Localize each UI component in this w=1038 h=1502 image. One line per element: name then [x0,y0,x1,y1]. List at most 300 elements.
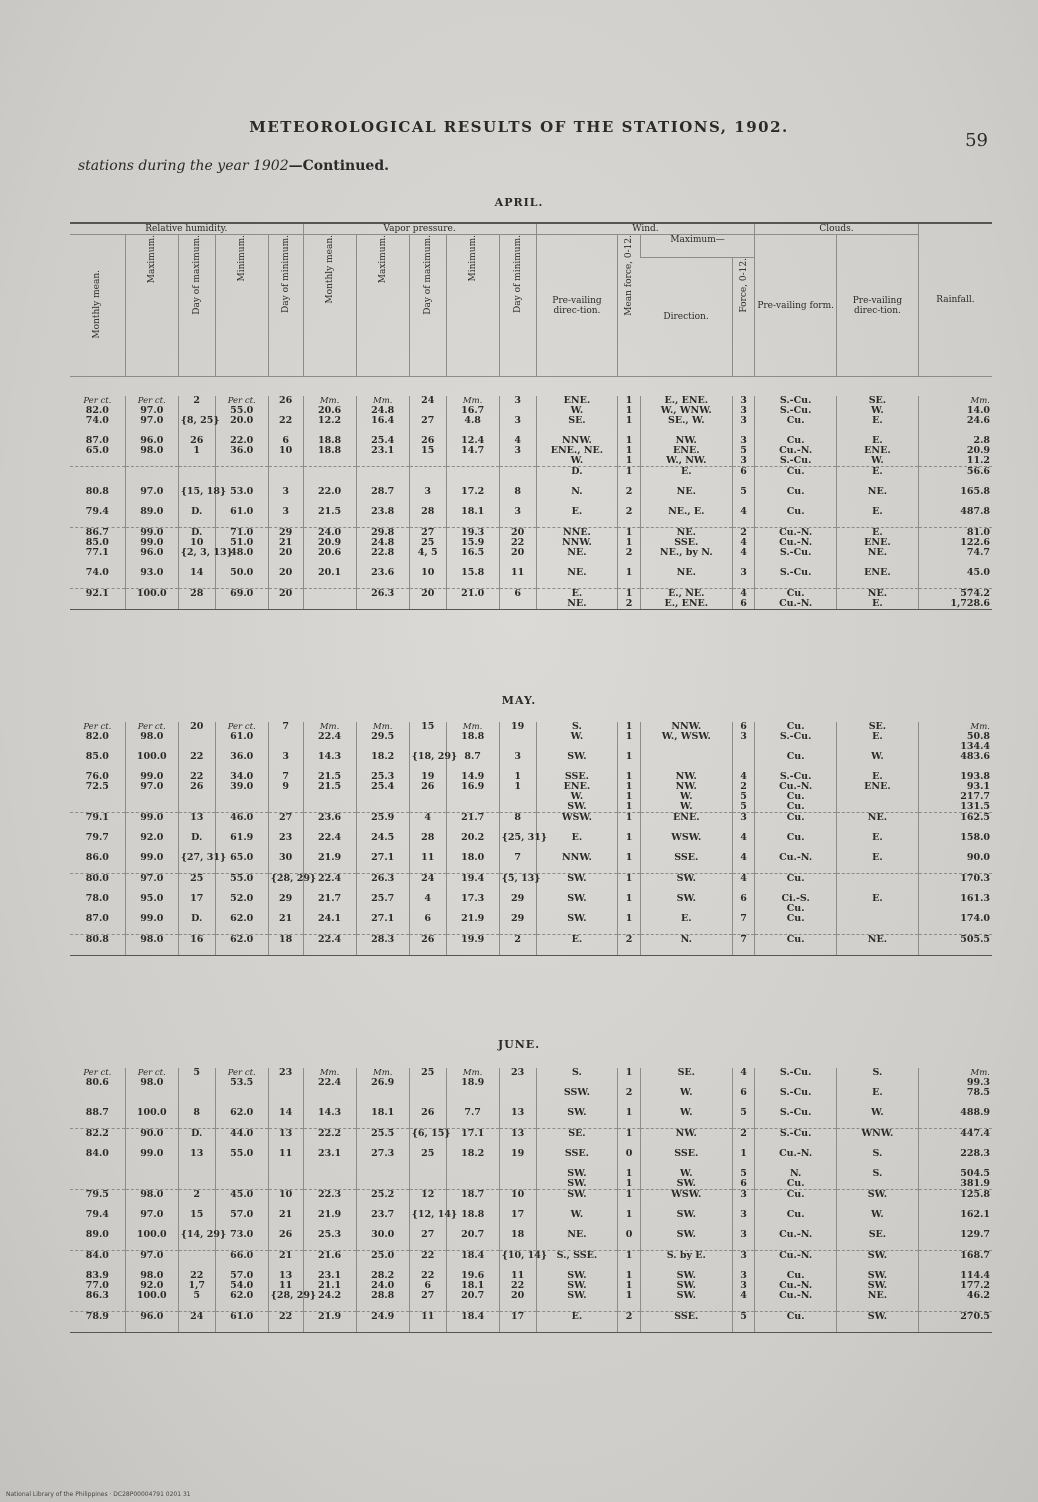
table-cell [125,1068,178,1088]
cell-line: 20.2 [461,832,485,843]
table-cell [268,1169,303,1190]
cell-line: 8 [514,812,521,823]
table-cell [268,589,303,610]
table-cell [918,1190,992,1211]
table-cell [918,467,992,488]
table-cell [268,1210,303,1230]
cell-line: SW. [567,1290,587,1301]
table-cell [356,1149,409,1169]
cell-line: 3 [282,751,289,762]
cell-line: 78.5 [966,1087,990,1098]
table-cell [536,548,618,568]
cell-line: Cu.-N. [779,1229,813,1240]
table-cell [499,1068,536,1088]
cell-line: 17.2 [461,486,485,497]
cell-line: 6 [740,466,747,477]
cell-line: 84.0 [85,1148,109,1159]
table-cell [268,1251,303,1272]
table-cell [499,1129,536,1150]
header-clouds-prevailing-form: Pre-vailing form. [755,235,837,377]
cell-line: 2 [740,781,747,792]
table-row [70,752,992,772]
unit-label: Mm. [462,1068,483,1078]
table-cell [70,1129,125,1150]
table-cell [618,874,640,895]
table-cell [356,894,409,914]
cell-line: 21.9 [318,1311,342,1322]
cell-line: S.-Cu. [779,731,812,742]
cell-line: D. [571,466,583,477]
cell-line: 18.7 [461,1189,485,1200]
table-row [70,894,992,914]
table-row [70,568,992,589]
cell-line: 22.0 [230,435,254,446]
table-row [70,467,992,488]
cell-line: E. [872,506,883,517]
cell-line: 18 [279,934,293,945]
cell-line: 73.0 [230,1229,254,1240]
cell-line: 87.0 [85,435,109,446]
cell-line: NNE. [562,527,591,538]
table-cell [409,548,446,568]
cell-line: 29 [279,893,293,904]
table-cell [618,772,640,813]
table-cell [755,1129,837,1150]
cell-line: E. [872,832,883,843]
table-cell [640,1088,732,1108]
table-cell [178,1251,215,1272]
table-cell [618,1129,640,1150]
table-cell [640,772,732,813]
cell-line: 79.4 [85,1209,109,1220]
cell-line: 22 [190,751,204,762]
table-cell [618,548,640,568]
table-cell [536,752,618,772]
table-cell [178,1312,215,1333]
table-cell [356,874,409,895]
cell-line: W. [871,405,884,416]
table-cell [732,487,754,507]
table-cell [70,528,125,549]
table-cell [268,436,303,467]
cell-line: 14.0 [966,405,990,416]
cell-line: 84.0 [85,1250,109,1261]
table-cell [732,467,754,488]
cell-line: 100.0 [136,751,167,762]
table-cell [837,1108,919,1129]
table-cell [215,1068,268,1088]
table-cell [303,1108,356,1129]
cell-line: 99.0 [140,1148,164,1159]
unit-label: Per ct. [137,722,166,732]
table-cell [178,507,215,528]
table-cell [356,853,409,874]
unit-label: Per ct. [83,1068,112,1078]
table-cell [178,1169,215,1190]
table-cell [499,396,536,416]
cell-line: 24 [421,873,435,884]
cell-line: 28.7 [371,486,395,497]
cell-line: 16.5 [461,547,485,558]
cell-line: SW. [567,913,587,924]
table-cell [215,813,268,834]
cell-line: ENE. [673,812,700,823]
table-cell [303,894,356,914]
table-cell [918,568,992,589]
cell-line: 79.1 [85,812,109,823]
table-cell [356,1190,409,1211]
cell-line: 4 [740,771,747,782]
table-cell [268,914,303,935]
cell-line: 100.0 [136,1107,167,1118]
cell-line: Cu. [786,415,805,426]
cell-line: 15 [421,445,435,456]
cell-line: D. [191,506,203,517]
table-cell [303,914,356,935]
table-cell [837,833,919,853]
cell-line: SSE. [674,852,699,863]
cell-line: 62.0 [230,1290,254,1301]
cell-line: 270.5 [960,1311,990,1322]
cell-line: SW. [567,801,587,812]
unit-label: Mm. [462,396,483,406]
table-cell [536,772,618,813]
cell-line: E. [872,1087,883,1098]
cell-line: 3 [740,1189,747,1200]
table-cell [70,1251,125,1272]
cell-line: 99.0 [140,537,164,548]
cell-line: 18.1 [461,506,485,517]
cell-line: N. [571,486,583,497]
table-cell [215,1251,268,1272]
header-vp-maximum: Maximum. [377,235,388,284]
cell-line: 24.0 [371,1280,395,1291]
table-cell [215,1108,268,1129]
table-cell [499,1250,548,1272]
cell-line: 6 [740,1087,747,1098]
cell-line: 10 [511,1189,525,1200]
table-may [70,722,992,956]
cell-line: 5 [740,445,747,456]
cell-line: 26 [279,1229,293,1240]
column-header [70,222,992,377]
cell-line: 12.4 [461,435,485,446]
cell-line: N. [789,1168,802,1179]
cell-line: 50.8 [966,731,990,742]
cell-line: NW. [675,771,697,782]
cell-line: 22 [421,1250,435,1261]
cell-line: 25.4 [371,435,395,446]
cell-line: 1 [625,1107,633,1118]
table-cell [640,548,732,568]
cell-line: Cu.-N. [779,852,813,863]
cell-line: Cu. [786,832,805,843]
table-cell [837,436,919,467]
table-cell [618,853,640,874]
table-cell [178,1088,215,1108]
cell-line: NE. [867,1290,888,1301]
table-cell [409,436,446,467]
cell-line: 3 [740,415,747,426]
table-cell [732,1210,754,1230]
table-cell [125,568,178,589]
table-cell [499,528,536,549]
table-cell [499,1088,536,1108]
table-cell [640,1291,732,1312]
cell-line: 19.9 [461,934,485,945]
table-cell [732,1230,754,1251]
cell-line: 65.0 [230,852,254,863]
table-cell [446,548,499,568]
table-cell [755,396,837,416]
table-cell [618,1068,640,1088]
table-cell [356,1088,409,1108]
header-vp-day-max: Day of maximum. [422,235,433,315]
cell-line: Cu. [786,812,805,823]
cell-line: Cu.-N. [779,445,813,456]
cell-line: 4 [740,547,747,558]
table-cell [536,853,618,874]
table-cell [446,1149,499,1169]
table-cell [178,1210,215,1230]
table-cell [918,772,992,813]
cell-line: 22.4 [318,832,342,843]
table-cell [178,813,215,834]
table-cell [409,853,446,874]
table-cell [409,833,446,853]
cell-line: SW. [567,1270,587,1281]
cell-line: 11.2 [966,455,990,466]
table-cell [618,589,640,610]
cell-line: 51.0 [230,537,254,548]
cell-line: 55.0 [230,1148,254,1159]
cell-line: 22 [279,1311,293,1322]
cell-line: ENE. [563,781,591,792]
cell-line: 4.8 [464,415,481,426]
cell-line: 4 [424,812,431,823]
table-cell [755,507,837,528]
table-cell [640,914,732,935]
cell-line: 18.4 [461,1311,485,1322]
cell-line: 27 [421,1290,435,1301]
cell-line: 24.8 [371,405,395,416]
table-cell [837,1190,919,1211]
table-cell [215,589,268,610]
table-cell [178,1108,215,1129]
cell-line: 26.3 [371,588,395,599]
cell-line: 10 [279,1189,293,1200]
cell-line: ENE. [563,395,591,406]
cell-line: 99.0 [140,852,164,863]
cell-line: W. [570,455,584,466]
cell-line: 3 [424,486,431,497]
cell-line: 98.0 [140,1077,164,1088]
table-cell [446,1190,499,1211]
table-cell [536,507,618,528]
subtitle-continued: —Continued. [288,158,389,174]
cell-line: SSE. [674,537,699,548]
table-cell [178,1229,227,1251]
table-cell [618,1108,640,1129]
table-cell [70,894,125,914]
table-row [70,1271,992,1291]
running-head: METEOROLOGICAL RESULTS OF THE STATIONS, 1902. [249,118,789,136]
table-row [70,1068,992,1088]
cell-line: 18.0 [461,852,485,863]
table-cell [837,1312,919,1333]
table-cell [536,935,618,956]
table-cell [755,1210,837,1230]
cell-line: {12, 14} [411,1209,458,1220]
cell-line: 114.4 [960,1270,990,1281]
cell-line: 3 [514,445,521,456]
cell-line: 24.2 [318,1290,342,1301]
table-cell [837,1169,919,1190]
table-cell [125,752,178,772]
cell-line: 20.9 [318,537,342,548]
cell-line: W. [871,751,884,762]
cell-line: Cu. [786,1311,805,1322]
table-cell [918,528,992,549]
table-row [70,722,992,752]
cell-line: 54.0 [230,1280,254,1291]
cell-line: 13 [190,812,204,823]
unit-label: Mm. [970,396,990,406]
cell-line: SSW. [563,1087,590,1098]
cell-line: 158.0 [960,832,990,843]
table-cell [268,568,303,589]
table-cell [215,833,268,853]
cell-line: 93.0 [140,567,164,578]
table-cell [215,1210,268,1230]
table-cell [536,1169,618,1190]
cell-line: 26 [279,395,293,406]
table-cell [732,1291,754,1312]
cell-line: 18.1 [461,1280,485,1291]
table-cell [70,396,125,416]
table-cell [268,507,303,528]
cell-line: E., NE. [668,588,705,599]
cell-line: 25 [421,1067,435,1078]
cell-line: 20 [511,1290,525,1301]
header-rh-minimum: Minimum. [236,235,247,282]
table-cell [125,772,178,813]
table-cell [640,752,732,772]
table-cell [303,833,356,853]
table-cell [755,1251,837,1272]
table-cell [178,1149,215,1169]
table-cell [268,548,303,568]
cell-line: NE. [867,486,888,497]
table-cell [303,589,356,610]
month-heading-april: APRIL. [494,196,544,209]
table-cell [837,1271,919,1291]
table-cell [125,874,178,895]
table-cell [536,396,618,416]
table-cell [409,396,446,416]
cell-line: S.-Cu. [779,1067,812,1078]
table-cell [918,1149,992,1169]
table-cell [536,589,618,610]
table-cell [70,416,125,436]
cell-line: 82.0 [85,731,109,742]
cell-line: 55.0 [230,405,254,416]
cell-line: NW. [675,435,697,446]
unit-label: Per ct. [227,396,256,406]
table-cell [618,416,640,436]
table-cell [918,914,992,935]
table-row [70,853,992,874]
header-wind-mean-force: Mean force, 0-12. [624,235,635,316]
table-cell [499,507,536,528]
cell-line: 92.0 [140,832,164,843]
cell-line: 5 [740,1168,747,1179]
cell-line: 14 [190,567,204,578]
cell-line: 72.5 [85,781,109,792]
table-cell [125,1210,178,1230]
table-cell [356,548,409,568]
table-cell [70,1210,125,1230]
cell-line: 18.9 [461,1077,485,1088]
cell-line: 1 [625,1067,633,1078]
table-cell [356,396,409,416]
cell-line: W. [680,1168,693,1179]
table-cell [918,894,992,914]
cell-line: E. [872,598,883,609]
cell-line: 36.0 [230,751,254,762]
cell-line: 3 [740,1250,747,1261]
table-cell [125,1149,178,1169]
table-cell [755,1190,837,1211]
cell-line: 61.9 [230,832,254,843]
table-cell [356,813,409,834]
cell-line: 6 [514,588,521,599]
cell-line: 21 [279,537,293,548]
cell-line: 29.5 [371,731,395,742]
cell-line: 381.9 [960,1178,990,1189]
cell-line: 22.2 [318,1128,342,1139]
table-cell [499,1291,536,1312]
table-cell [178,914,215,935]
cell-line: 11 [511,1270,525,1281]
table-june [70,1068,992,1333]
table-row [70,1230,992,1251]
table-cell [215,1312,268,1333]
cell-line: 25.2 [371,1189,395,1200]
table-cell [732,548,754,568]
table-cell [536,487,618,507]
table-cell [536,813,618,834]
cell-line: 21 [279,1209,293,1220]
table-cell [755,1108,837,1129]
table-cell [446,467,499,488]
cell-line: 15 [190,1209,204,1220]
table-cell [268,1190,303,1211]
cell-line: 1 [625,1280,633,1291]
cell-line: 98.0 [140,1189,164,1200]
table-cell [640,1169,732,1190]
cell-line: {2, 3, 13} [180,547,233,558]
cell-line: 1,728.6 [950,598,990,609]
cell-line: 21.9 [318,1209,342,1220]
table-cell [178,874,215,895]
table-cell [178,589,215,610]
cell-line: ENE. [864,537,891,548]
cell-line: 21.7 [318,893,342,904]
cell-line: 18.8 [461,1209,485,1220]
table-cell [918,1230,992,1251]
cell-line: 1 [625,445,633,456]
